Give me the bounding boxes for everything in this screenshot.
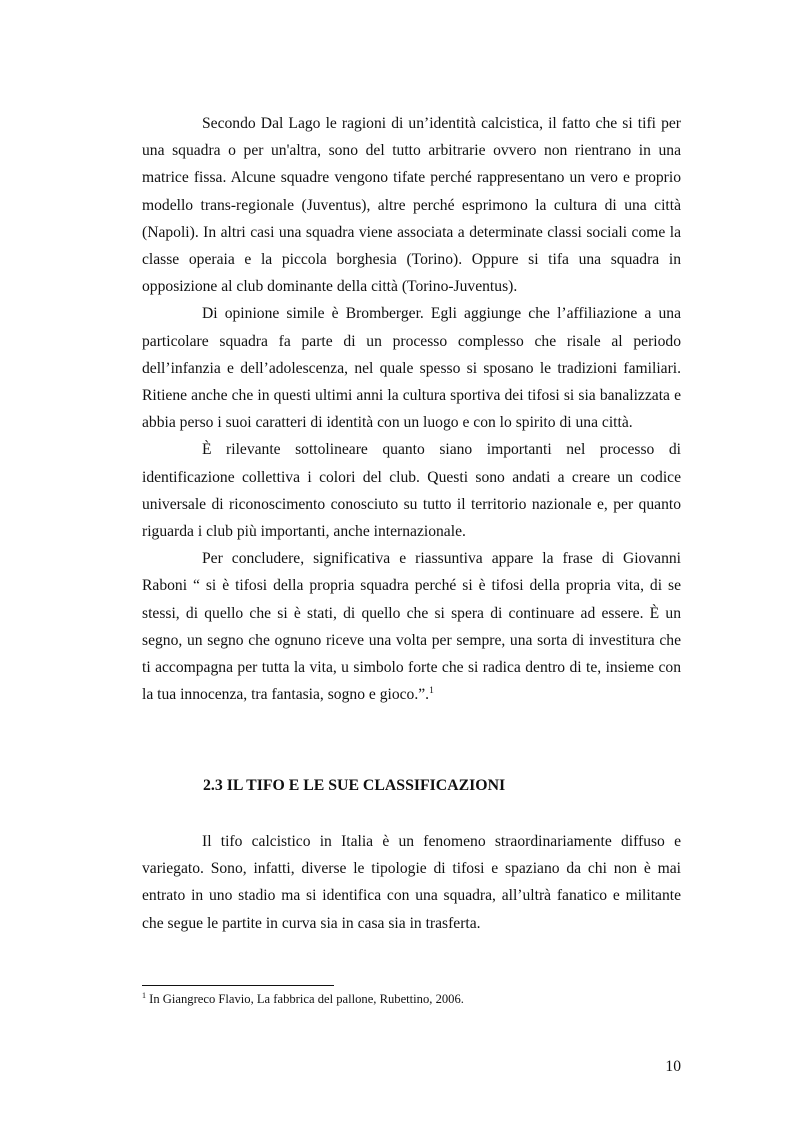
footnote xyxy=(142,990,464,1008)
footnote-text: In Giangreco Flavio, La fabbrica del pallone, Rubettino, 2006. xyxy=(146,992,464,1006)
paragraph-tifo-intro: Il tifo calcistico in Italia è un fenomeno straordinariamente diffuso e variegato. Sono, infatti, diverse le tipologie di tifosi e spaziano da chi non è mai entrato in uno stadio ma si identifica con una squadra, all’ultrà fanatico e militante che segue le partite in curva sia in casa sia in trasferta. xyxy=(142,833,681,932)
footnote-divider xyxy=(142,985,334,986)
paragraph-raboni-quote-text: Per concludere, significativa e riassuntiva appare la frase di Giovanni Raboni “ si è tifosi della propria squadra perché si è tifosi della propria vita, di se stessi, di quello che si è stati, di quello che si spera di continuare ad essere. È un segno, un segno che ognuno riceve una volta per sempre, una sorta di investitura che ti accompagna per tutta la vita, u simbolo forte che si radica dentro di te, insieme con la tua innocenza, tra fantasia, sogno e gioco.”. xyxy=(142,550,681,704)
paragraph-bromberger: Di opinione simile è Bromberger. Egli aggiunge che l’affiliazione a una particolare squadra fa parte di un processo complesso che risale al periodo dell’infanzia e dell’adolescenza, nel quale spesso si sposano le tradizioni familiari. Ritiene anche che in questi ultimi anni la cultura sportiva dei tifosi si sia banalizzata e abbia perso i suoi caratteri di identità con un luogo e con lo spirito di una città. xyxy=(142,305,681,432)
footnote-marker: 1 xyxy=(142,991,146,1000)
paragraph-dal-lago: Secondo Dal Lago le ragioni di un’identità calcistica, il fatto che si tifi per una squadra o per un'altra, sono del tutto arbitrarie ovvero non rientrano in una matrice fissa. Alcune squadre vengono tifate perché rappresentano un vero e proprio modello trans-regionale (Juventus), altre perché esprimono la cultura di una città (Napoli). In altri casi una squadra viene associata a determinate classi sociali come la classe operaia e la piccola borghesia (Torino). Oppure si tifa una squadra in opposizione al club dominante della città (Torino-Juventus). xyxy=(142,115,681,296)
paragraph-club-colors: È rilevante sottolineare quanto siano importanti nel processo di identificazione collettiva i colori del club. Questi sono andati a creare un codice universale di riconoscimento conosciuto su tutto il territorio nazionale e, per quanto riguarda i club più importanti, anche internazionale. xyxy=(142,441,681,541)
paragraph-raboni-quote xyxy=(142,545,681,708)
page-number: 10 xyxy=(665,1058,681,1075)
section-heading: 2.3 IL TIFO E LE SUE CLASSIFICAZIONI xyxy=(203,777,506,794)
section-body-text xyxy=(142,828,681,937)
footnote-reference: 1 xyxy=(429,686,434,697)
body-text xyxy=(142,110,681,708)
